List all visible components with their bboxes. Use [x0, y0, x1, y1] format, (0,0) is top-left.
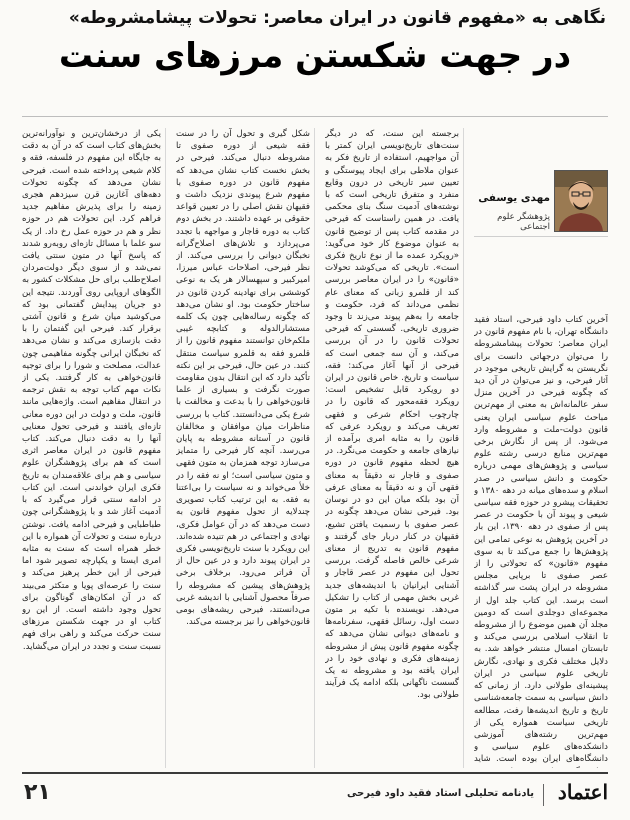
author-name: مهدی یوسفی	[478, 192, 550, 204]
author-role: پژوهشگر علوم اجتماعی	[497, 212, 550, 232]
article-headline: در جهت شکستن مرزهای سنت	[58, 36, 572, 76]
page-number: ۲۱	[24, 780, 51, 805]
column-4-text: یکی از درخشان‌ترین و نوآورانه‌ترین بخش‌های کتاب است که در آن به دقت به جایگاه این مفهوم در فلسفه، فقه و کلام شیعی پرداخته شده است. فیرحی نشان می‌دهد که چگونه تحولات دهه‌های آغازین قرن سیزدهم هجری زمینه را برای پذیرش مفاهیم جدید فراهم کرد. این تحولات هم در حوزه نظر و هم در حوزه عمل رخ داد. از یک سو علما با مسائل تازه‌ای روبه‌رو شدند که پاسخ آنها در متون سنتی یافت نمی‌شد و از سوی دیگر دولت‌مردان اصلاح‌طلب برای حل مشکلات کشور به الگوهای اروپایی روی آوردند. نتیجه این دو جریان پیدایش گفتمانی بود که می‌کوشید میان شرع و قانون آشتی برقرار کند. فیرحی این گفتمان را با دقت بازسازی می‌کند و نشان می‌دهد که نخبگان ایرانی چگونه مفاهیمی چون عدالت، مصلحت و شورا را برای توجیه قانون‌خواهی به کار گرفتند. یکی از نکات مهم کتاب توجه به نقش ترجمه در انتقال مفاهیم است. واژه‌هایی مانند قانون، ملت و دولت در این دوره معانی تازه‌ای یافتند و فیرحی تحول معنایی آنها را به دقت دنبال می‌کند. کتاب مفهوم قانون در ایران معاصر اثری است که هم برای پژوهشگران علوم سیاسی و هم برای علاقه‌مندان به تاریخ فکری ایران خواندنی است. این کتاب در ادامه سنتی قرار می‌گیرد که با آدمیت آغاز شد و با پژوهشگرانی چون طباطبایی و فیرحی ادامه یافت. نوشتن درباره سنت و تحولات آن همواره با این خطر همراه است که سنت به مثابه امری ایستا و یکپارچه تصویر شود اما فیرحی از این خطر پرهیز می‌کند و سنت را عرصه‌ای پویا و متکثر می‌بیند که در آن امکان‌های گوناگون برای تحول وجود داشته است. از این رو کتاب او در جهت شکستن مرزهای سنت حرکت می‌کند و راهی برای فهم نسبت سنت و تجدد در ایران می‌گشاید.	[22, 129, 161, 652]
column-3-text: شکل گیری و تحول آن را در سنت فقه شیعی از دوره صفوی تا مشروطه دنبال می‌کند. فیرحی در بخش نخست کتاب نشان می‌دهد که مفهوم قانون در دوره صفوی با مفهوم شرع پیوندی نزدیک داشت و فقیهان نقش اصلی را در تعیین قواعد حقوقی بر عهده داشتند. در بخش دوم کتاب به دوره قاجار و مواجهه با تجدد می‌پردازد و تلاش‌های اصلاح‌گرانه نخبگان دیوانی را بررسی می‌کند. از نظر فیرحی، اصلاحات عباس میرزا، امیرکبیر و سپهسالار هر یک به نوعی کوششی برای نهادینه کردن قانون در ساختار حکومت بود. او نشان می‌دهد که چگونه رساله‌هایی چون یک کلمه مستشارالدوله و کتابچه غیبی ملکم‌خان توانستند مفهوم قانون را از قلمرو فقه به قلمرو سیاست منتقل کنند. در عین حال، فیرحی بر این نکته تأکید دارد که این انتقال بدون مقاومت صورت نگرفت و بسیاری از علما قانون‌خواهی را با بدعت و مخالفت با شرع یکی می‌دانستند. کتاب با بررسی مناظرات میان موافقان و مخالفان قانون در آستانه مشروطه به پایان می‌رسد. آنچه کار فیرحی را متمایز می‌سازد توجه همزمان به متون فقهی و متون سیاسی است؛ او نه فقه را در خلأ می‌خواند و نه سیاست را بی‌اعتنا به فقه. به این ترتیب کتاب تصویری چندلایه از تحول مفهوم قانون به دست می‌دهد که در آن عوامل فکری، نهادی و اجتماعی در هم تنیده شده‌اند. این رویکرد با سنت تاریخ‌نویسی فکری در ایران پیوند دارد و در عین حال از آن فراتر می‌رود. برخلاف برخی پژوهش‌های پیشین که مشروطه را صرفاً محصول آشنایی با اندیشه غربی می‌دانستند، فیرحی ریشه‌های بومی قانون‌خواهی را نیز برجسته می‌کند.	[176, 129, 310, 628]
author-box	[474, 170, 608, 300]
newspaper-logo: اعتماد	[557, 780, 608, 804]
footer-separator	[543, 784, 544, 806]
footer-section-title: یادنامه تحلیلی استاد فقید داود فیرحی	[346, 788, 534, 799]
author-divider	[474, 236, 608, 237]
footer-divider	[22, 772, 608, 774]
column-1-text: آخرین کتاب داود فیرحی، استاد فقید دانشگاه تهران، با نام مفهوم قانون در ایران معاصر: تحولات پیشامشروطه را می‌توان درجهاتی دانست برای نگریستن به گرایش تاریخی موجود در آثار فیرحی، و نیز می‌توان در آن دید که چگونه فیرحی در آخرین منزل سفر عالمانه‌اش به معنی از مهم‌ترین مباحث علوم سیاسی ایران یعنی قانون دولت-ملت و مشروطه وارد می‌شود. از پس از نگارش برخی مهم‌ترین منابع درسی رشته علوم سیاسی و پژوهش‌های مهمی درباره حکومت و دانش سیاسی در صدر اسلام و سده‌های میانه در دهه ۱۳۸۰ و تحقیقات پیشرو در حوزه فقه سیاسی شیعی و پیوند آن با حکومت در عصر پس از صفوی در دهه ۱۳۹۰، این بار در آخرین پژوهش به نوعی تمامی این پژوهش‌ها را جمع می‌کند تا به سوی مفهوم «قانون» که تحولاتی را از عصر صفوی تا برپایی مجلس مشروطه در ایران پشت سر گذاشته است برسد. این کتاب جلد اول از مجموعه‌ای دوجلدی است که دومین مجلد آن همین موضوع را از مشروطه تا انقلاب اسلامی بررسی می‌کند و تابستان امسال منتشر خواهد شد. به دلایل مختلف فکری و نهادی، نگارش تاریخی علوم سیاسی در ایران پیشینه‌ای طولانی دارد. از زمانی که دانش سیاسی به سمت جامعه‌شناسی تاریخ و تاریخ اندیشه‌ها رفت، مطالعه تاریخی سیاست همواره یکی از مهم‌ترین رشته‌های آموزشی دانشکده‌های علوم سیاسی و دانشگاه‌های ایران بوده است. شاید	[474, 315, 608, 765]
author-portrait-icon	[555, 171, 607, 231]
column-divider	[314, 128, 315, 768]
column-2-text: برجسته این سنت، که در دیگر سنت‌های تاریخ‌نویسی ایران کمتر با آن مواجهیم، استفاده از تاریخ فکر به عنوان ملاطی برای ایجاد پیوستگی و تعیین سیر تاریخی در درون وقایع منفرد و متفرق تاریخی است که با نوشته‌های آدمیت سنگ بنای محکمی یافت. در همین راستاست که فیرحی در مقدمه کتاب پس از توضیح قانون به عنوان موضوع کار خود می‌گوید: «رویکرد عمده ما از نوع تاریخ فکری است». تاریخی که می‌کوشد تحولات «قانون» را در ایران معاصر بررسی کند از قلمرو زبانی که معنای عام نظمی می‌داند که فرد، حکومت و جامعه را به‌هم پیوند می‌زند تا وجود ضروری تاریخی. گسستی که فیرحی تحولات قانون را در آن بررسی می‌کند، و آن سه جمعی است که فیرحی از آنها آغاز می‌کند: فقه، سیاست و تاریخ. خاص قانون در ایران دو رویکرد قابل تشخیص است: رویکرد فقه‌محور که قانون را در چارچوب احکام شرعی و فقهی تعریف می‌کند و رویکرد عرفی که قانون را به مثابه امری برآمده از نیازهای جامعه و حکومت می‌نگرد. در هیچ لحظه مفهوم قانون در دوره صفوی و قاجار نه دقیقاً به معنای فقهی آن و نه دقیقاً به معنای عرفی آن بود بلکه میان این دو در نوسان بود. فیرحی نشان می‌دهد چگونه در عصر صفوی با رسمیت یافتن تشیع، فقیهان در کنار دربار جای گرفتند و مفهوم قانون به تدریج از معنای شرعی خالص فاصله گرفت. بررسی تحول این مفهوم در عصر قاجار و آشنایی ایرانیان با اندیشه‌های جدید غربی بخش مهمی از کتاب را تشکیل می‌دهد. نویسنده با تکیه بر متون دست اول، رسائل فقهی، سفرنامه‌ها و نامه‌های دیوانی نشان می‌دهد که چگونه مفهوم قانون پیش از مشروطه زمینه‌های فکری و نهادی خود را در ایران یافته بود و مشروطه نه یک گسست ناگهانی بلکه ادامه یک فرآیند طولانی بود.	[325, 129, 459, 701]
header-divider	[22, 116, 608, 117]
column-divider	[463, 128, 464, 768]
column-divider	[165, 128, 166, 768]
article-column-2	[325, 128, 459, 768]
article-column-1	[474, 314, 608, 768]
author-photo	[554, 170, 608, 232]
article-column-4	[22, 128, 161, 768]
article-column-3	[176, 128, 310, 768]
article-kicker: نگاهی به «مفهوم قانون در ایران معاصر: تحولات پیشامشروطه»	[68, 8, 606, 28]
